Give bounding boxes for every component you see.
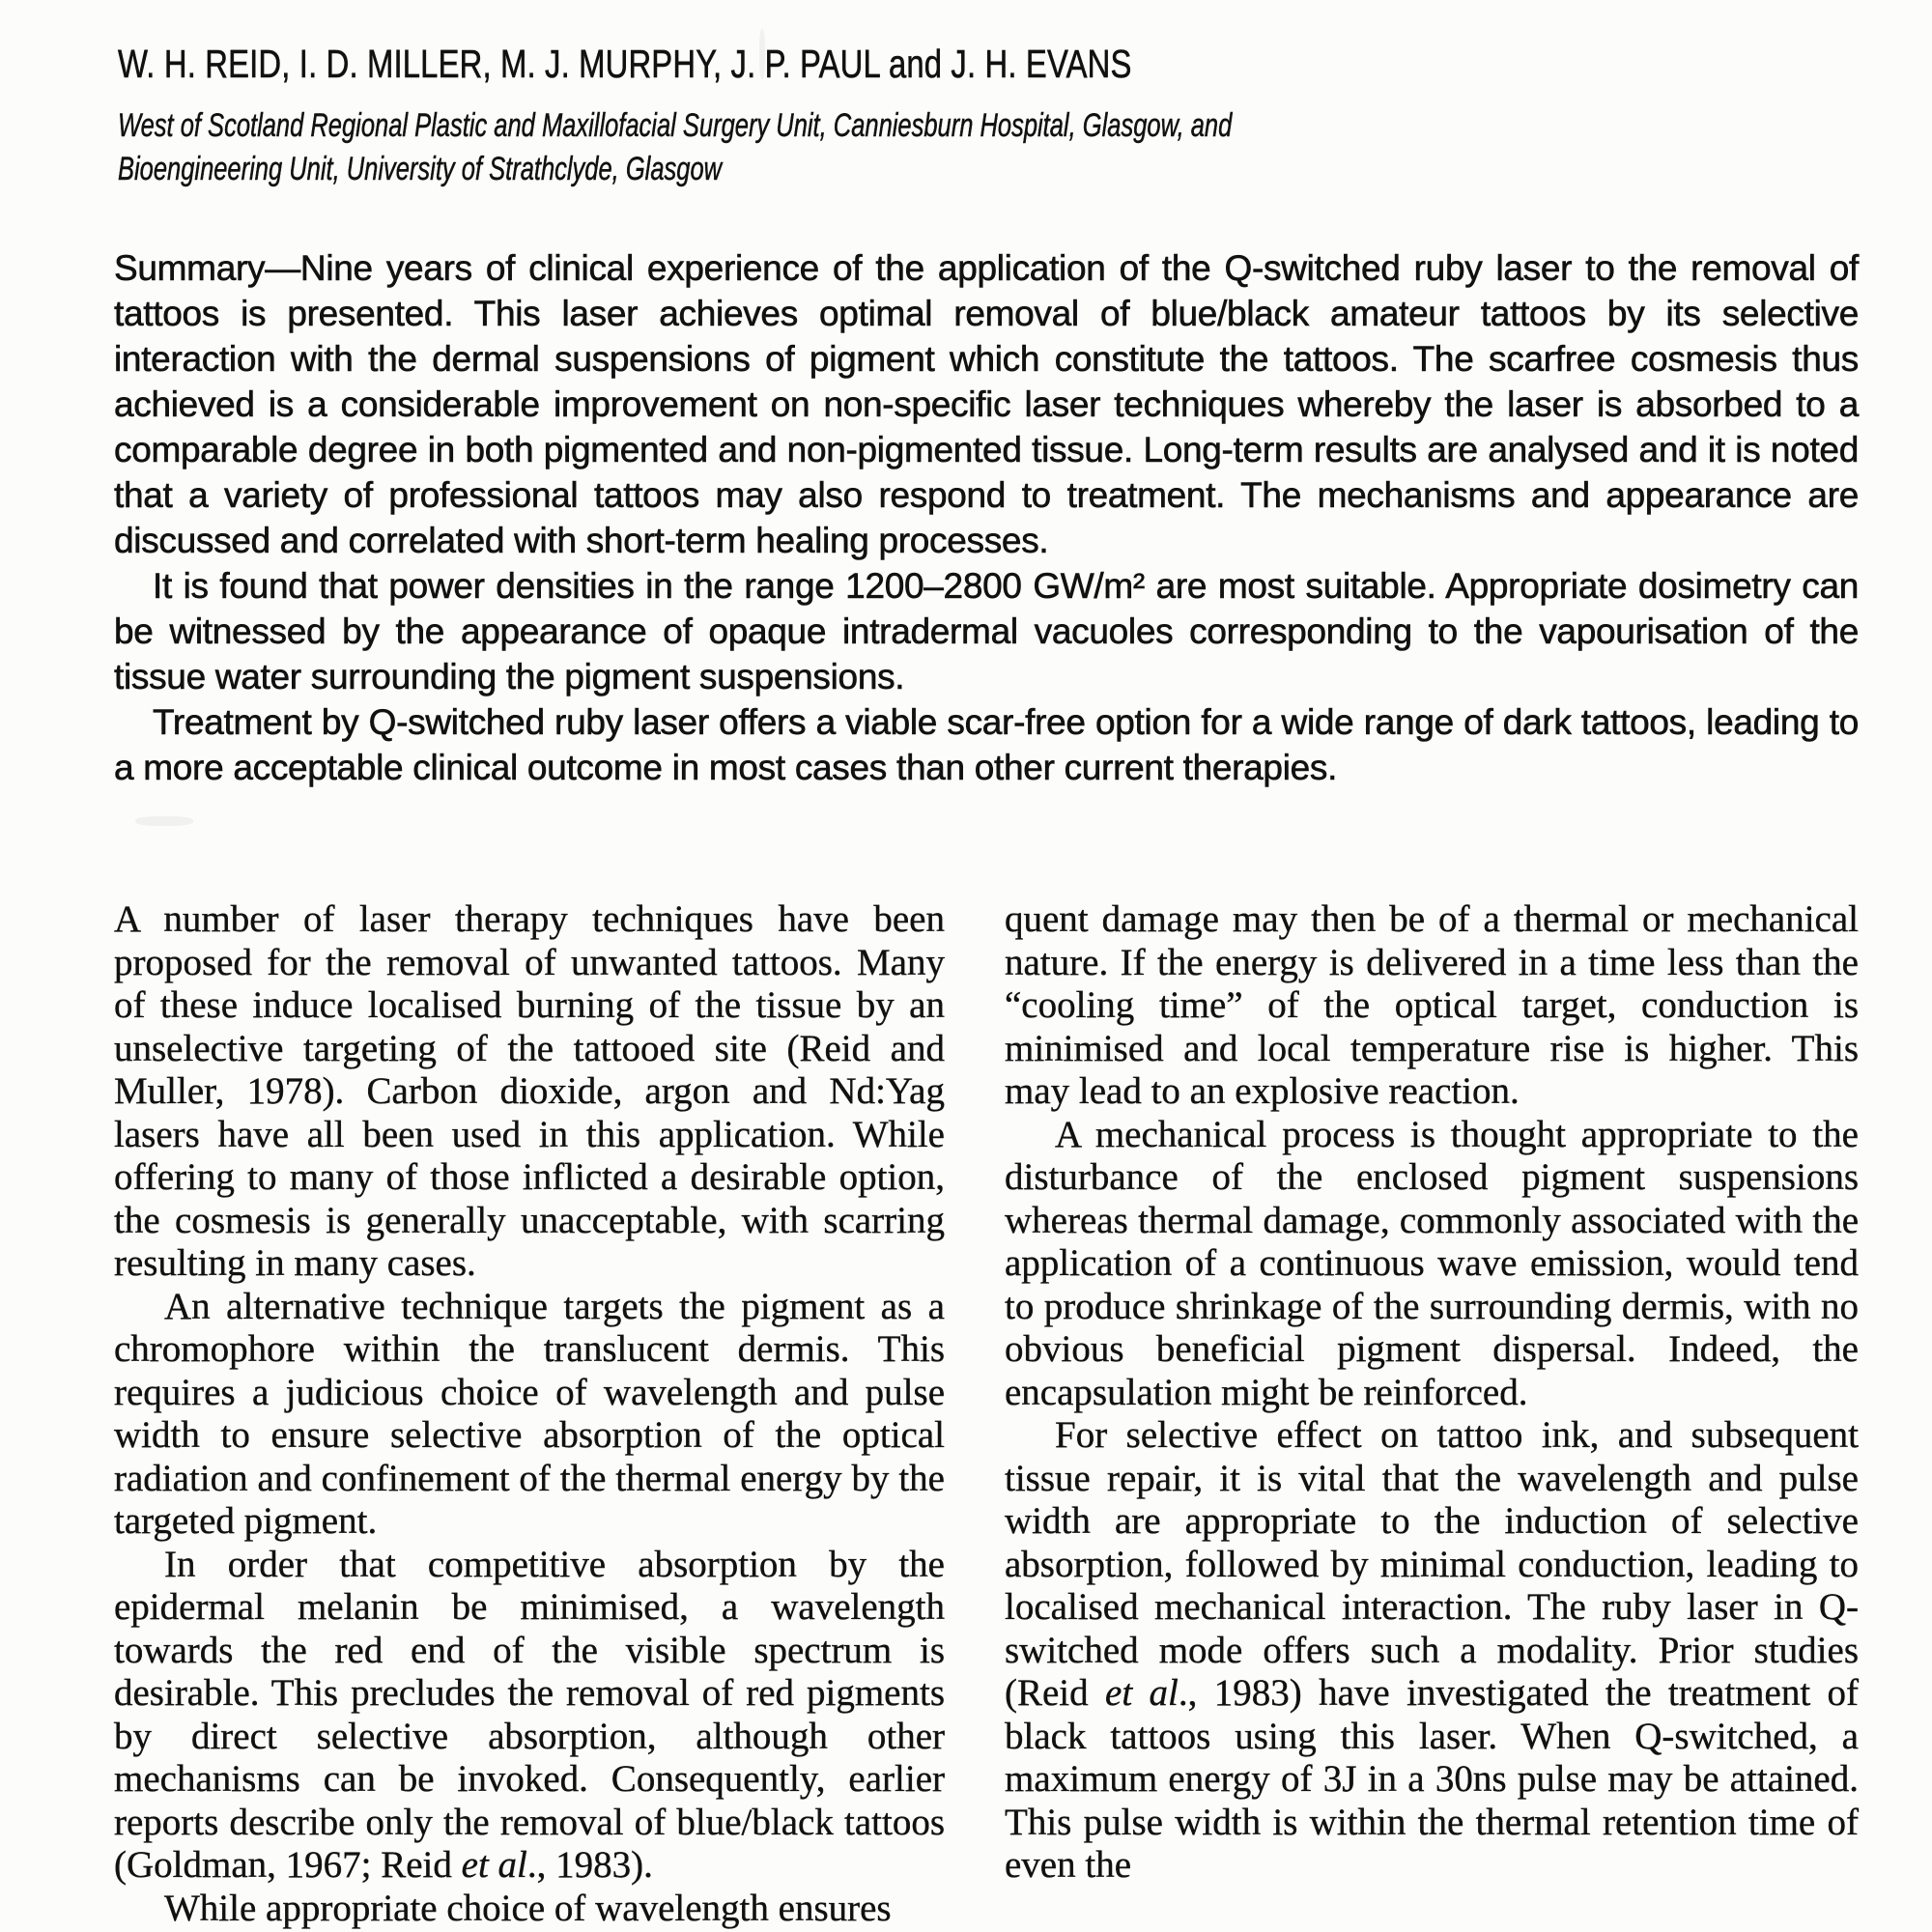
text-segment: Treatment by Q-switched ruby laser offers a viable scar-free option for a wide range of dark tattoos, leading to a more acceptable clinical outcome in most cases than other current therapies. (114, 702, 1859, 787)
italic-text-segment: et al (461, 1844, 527, 1886)
paragraph (114, 245, 1859, 563)
authors-line: W. H. REID, I. D. MILLER, M. J. MURPHY, J. P. PAUL and J. H. EVANS (118, 42, 1132, 86)
affiliation-line-1: West of Scotland Regional Plastic and Maxillofacial Surgery Unit, Canniesburn Hospital, Glasgow, and (118, 107, 1233, 144)
italic-text-segment: et al (1105, 1672, 1179, 1714)
paragraph (114, 699, 1859, 790)
text-segment: ., 1983). (526, 1844, 653, 1886)
text-segment: A mechanical process is thought appropriate to the disturbance of the enclosed pigment suspensions whereas thermal damage, commonly associated with the application of a continuous wave emission, would tend to produce shrinkage of the surrounding dermis, with no obvious beneficial pigment dispersal. Indeed, the encapsulation might be reinforced. (1005, 1113, 1859, 1413)
scan-artifact (135, 816, 193, 826)
text-segment: While appropriate choice of wavelength ensures (164, 1887, 892, 1929)
body-right-column (1005, 898, 1859, 1930)
paragraph (114, 898, 945, 1286)
summary-section (114, 245, 1859, 790)
text-segment: Summary—Nine years of clinical experience of the application of the Q-switched ruby laser to the removal of tattoos is presented. This laser achieves optimal removal of blue/black amateur tattoos by its selective interaction with the dermal suspensions of pigment which constitute the tattoos. The scarfree cosmesis thus achieved is a considerable improvement on non-specific laser techniques whereby the laser is absorbed to a comparable degree in both pigmented and non-pigmented tissue. Long-term results are analysed and it is noted that a variety of professional tattoos may also respond to treatment. The mechanisms and appearance are discussed and correlated with short-term healing processes. (114, 248, 1859, 560)
paragraph (1005, 898, 1859, 1114)
affiliation-line-2: Bioengineering Unit, University of Strathclyde, Glasgow (118, 151, 723, 187)
paragraph (1005, 1414, 1859, 1888)
paragraph (114, 1544, 945, 1888)
paragraph (1005, 1114, 1859, 1415)
body-left-column (114, 898, 945, 1930)
text-segment: For selective effect on tattoo ink, and subsequent tissue repair, it is vital that the wavelength and pulse width are appropriate to the induction of selective absorption, followed by minimal conduction, leading to localised mechanical interaction. The ruby laser in Q-switched mode offers such a modality. Prior studies (Reid (1005, 1414, 1859, 1714)
paragraph (114, 1888, 945, 1931)
affiliation (118, 104, 1232, 191)
text-segment: quent damage may then be of a thermal or mechanical nature. If the energy is delivered in a time less than the “cooling time” of the optical target, conduction is minimised and local temperature rise is higher. This may lead to an explosive reaction. (1005, 898, 1859, 1112)
text-segment: An alternative technique targets the pigment as a chromophore within the translucent dermis. This requires a judicious choice of wavelength and pulse width to ensure selective absorption of the optical radiation and confinement of the thermal energy by the targeted pigment. (114, 1285, 945, 1542)
text-segment: ., 1983) have investigated the treatment of black tattoos using this laser. When Q-switched, a maximum energy of 3J in a 30ns pulse may be attained. This pulse width is within the thermal retention time of even the (1005, 1672, 1860, 1886)
text-segment: A number of laser therapy techniques have been proposed for the removal of unwanted tattoos. Many of these induce localised burning of the tissue by an unselective targeting of the tattooed site (Reid and Muller, 1978). Carbon dioxide, argon and Nd:Yag lasers have all been used in this application. While offering to many of those inflicted a desirable option, the cosmesis is generally unacceptable, with scarring resulting in many cases. (114, 898, 945, 1284)
paragraph (114, 563, 1859, 699)
body-columns (114, 898, 1859, 1930)
text-segment: It is found that power densities in the range 1200–2800 GW/m² are most suitable. Appropriate dosimetry can be witnessed by the appearance of opaque intradermal vacuoles corresponding to the vapourisation of the tissue water surrounding the pigment suspensions. (114, 566, 1859, 696)
text-segment: In order that competitive absorption by the epidermal melanin be minimised, a wavelength towards the red end of the visible spectrum is desirable. This precludes the removal of red pigments by direct selective absorption, although other mechanisms can be invoked. Consequently, earlier reports describe only the removal of blue/black tattoos (Goldman, 1967; Reid (114, 1543, 945, 1886)
paragraph (114, 1286, 945, 1544)
